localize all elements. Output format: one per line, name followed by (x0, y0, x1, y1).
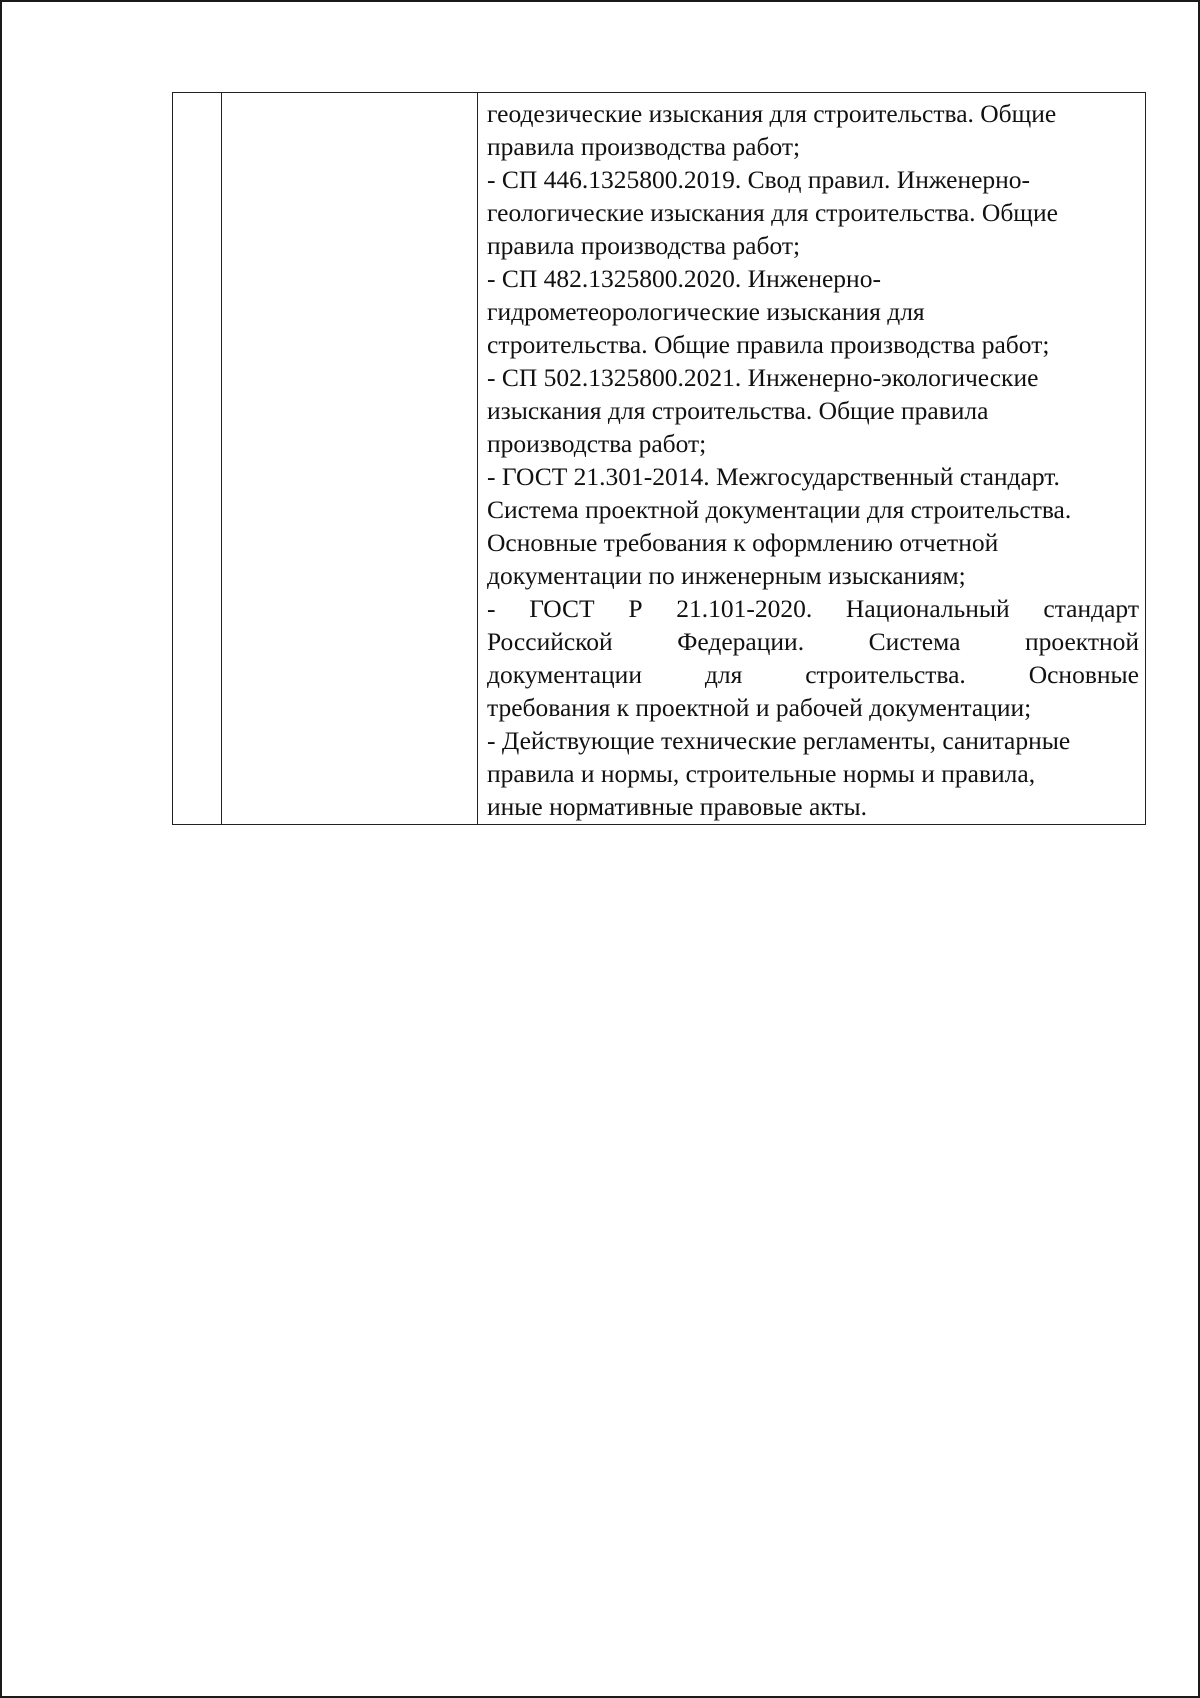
justified-word: Российской (487, 627, 613, 656)
requirement-line: изыскания для строительства. Общие правила (487, 396, 989, 425)
justified-word: Система (868, 627, 961, 656)
requirements-table (172, 92, 1146, 825)
requirement-line: - Действующие технические регламенты, санитарные (487, 726, 1071, 755)
scan-edge-top (0, 0, 1200, 2)
requirement-line: производства работ; (487, 429, 707, 458)
justified-word: Национальный (845, 594, 1010, 623)
justified-word: 21.101-2020. (676, 594, 813, 623)
requirement-line: Основные требования к оформлению отчетной (487, 528, 999, 557)
requirement-line: строительства. Общие правила производства работ; (487, 330, 1050, 359)
justified-word: Федерации. (677, 627, 805, 656)
justified-word: Р (628, 594, 643, 623)
justified-word: проектной (1024, 627, 1139, 656)
justified-word: для (704, 660, 743, 689)
justified-line (487, 625, 1139, 658)
requirement-line: правила производства работ; (487, 132, 801, 161)
requirement-line: гидрометеорологические изыскания для (487, 297, 925, 326)
requirement-line: документации по инженерным изысканиям; (487, 561, 966, 590)
requirement-line: - ГОСТ 21.301-2014. Межгосударственный стандарт. (487, 462, 1060, 491)
justified-word: Основные (1028, 660, 1139, 689)
requirement-line: иные нормативные правовые акты. (487, 792, 868, 821)
requirement-line: геологические изыскания для строительства. Общие (487, 198, 1058, 227)
requirement-line: Система проектной документации для строительства. (487, 495, 1072, 524)
requirement-line: - СП 446.1325800.2019. Свод правил. Инженерно- (487, 165, 1031, 194)
requirement-line: правила и нормы, строительные нормы и правила, (487, 759, 1036, 788)
justified-word: стандарт (1043, 594, 1139, 623)
justified-word: ГОСТ (529, 594, 595, 623)
justified-line (487, 592, 1139, 625)
justified-word: - (487, 594, 496, 623)
justified-word: строительства. (805, 660, 966, 689)
requirement-line: требования к проектной и рабочей документации; (487, 693, 1032, 722)
table-column-number (173, 93, 222, 824)
requirement-line: правила производства работ; (487, 231, 801, 260)
requirement-line: геодезические изыскания для строительства. Общие (487, 99, 1057, 128)
justified-line (487, 658, 1139, 691)
table-column-requirements (478, 93, 1145, 824)
justified-word: документации (487, 660, 642, 689)
scan-edge-left (0, 0, 2, 1698)
table-column-name (222, 93, 478, 824)
requirement-line: - СП 482.1325800.2020. Инженерно- (487, 264, 881, 293)
requirement-line: - СП 502.1325800.2021. Инженерно-экологические (487, 363, 1039, 392)
